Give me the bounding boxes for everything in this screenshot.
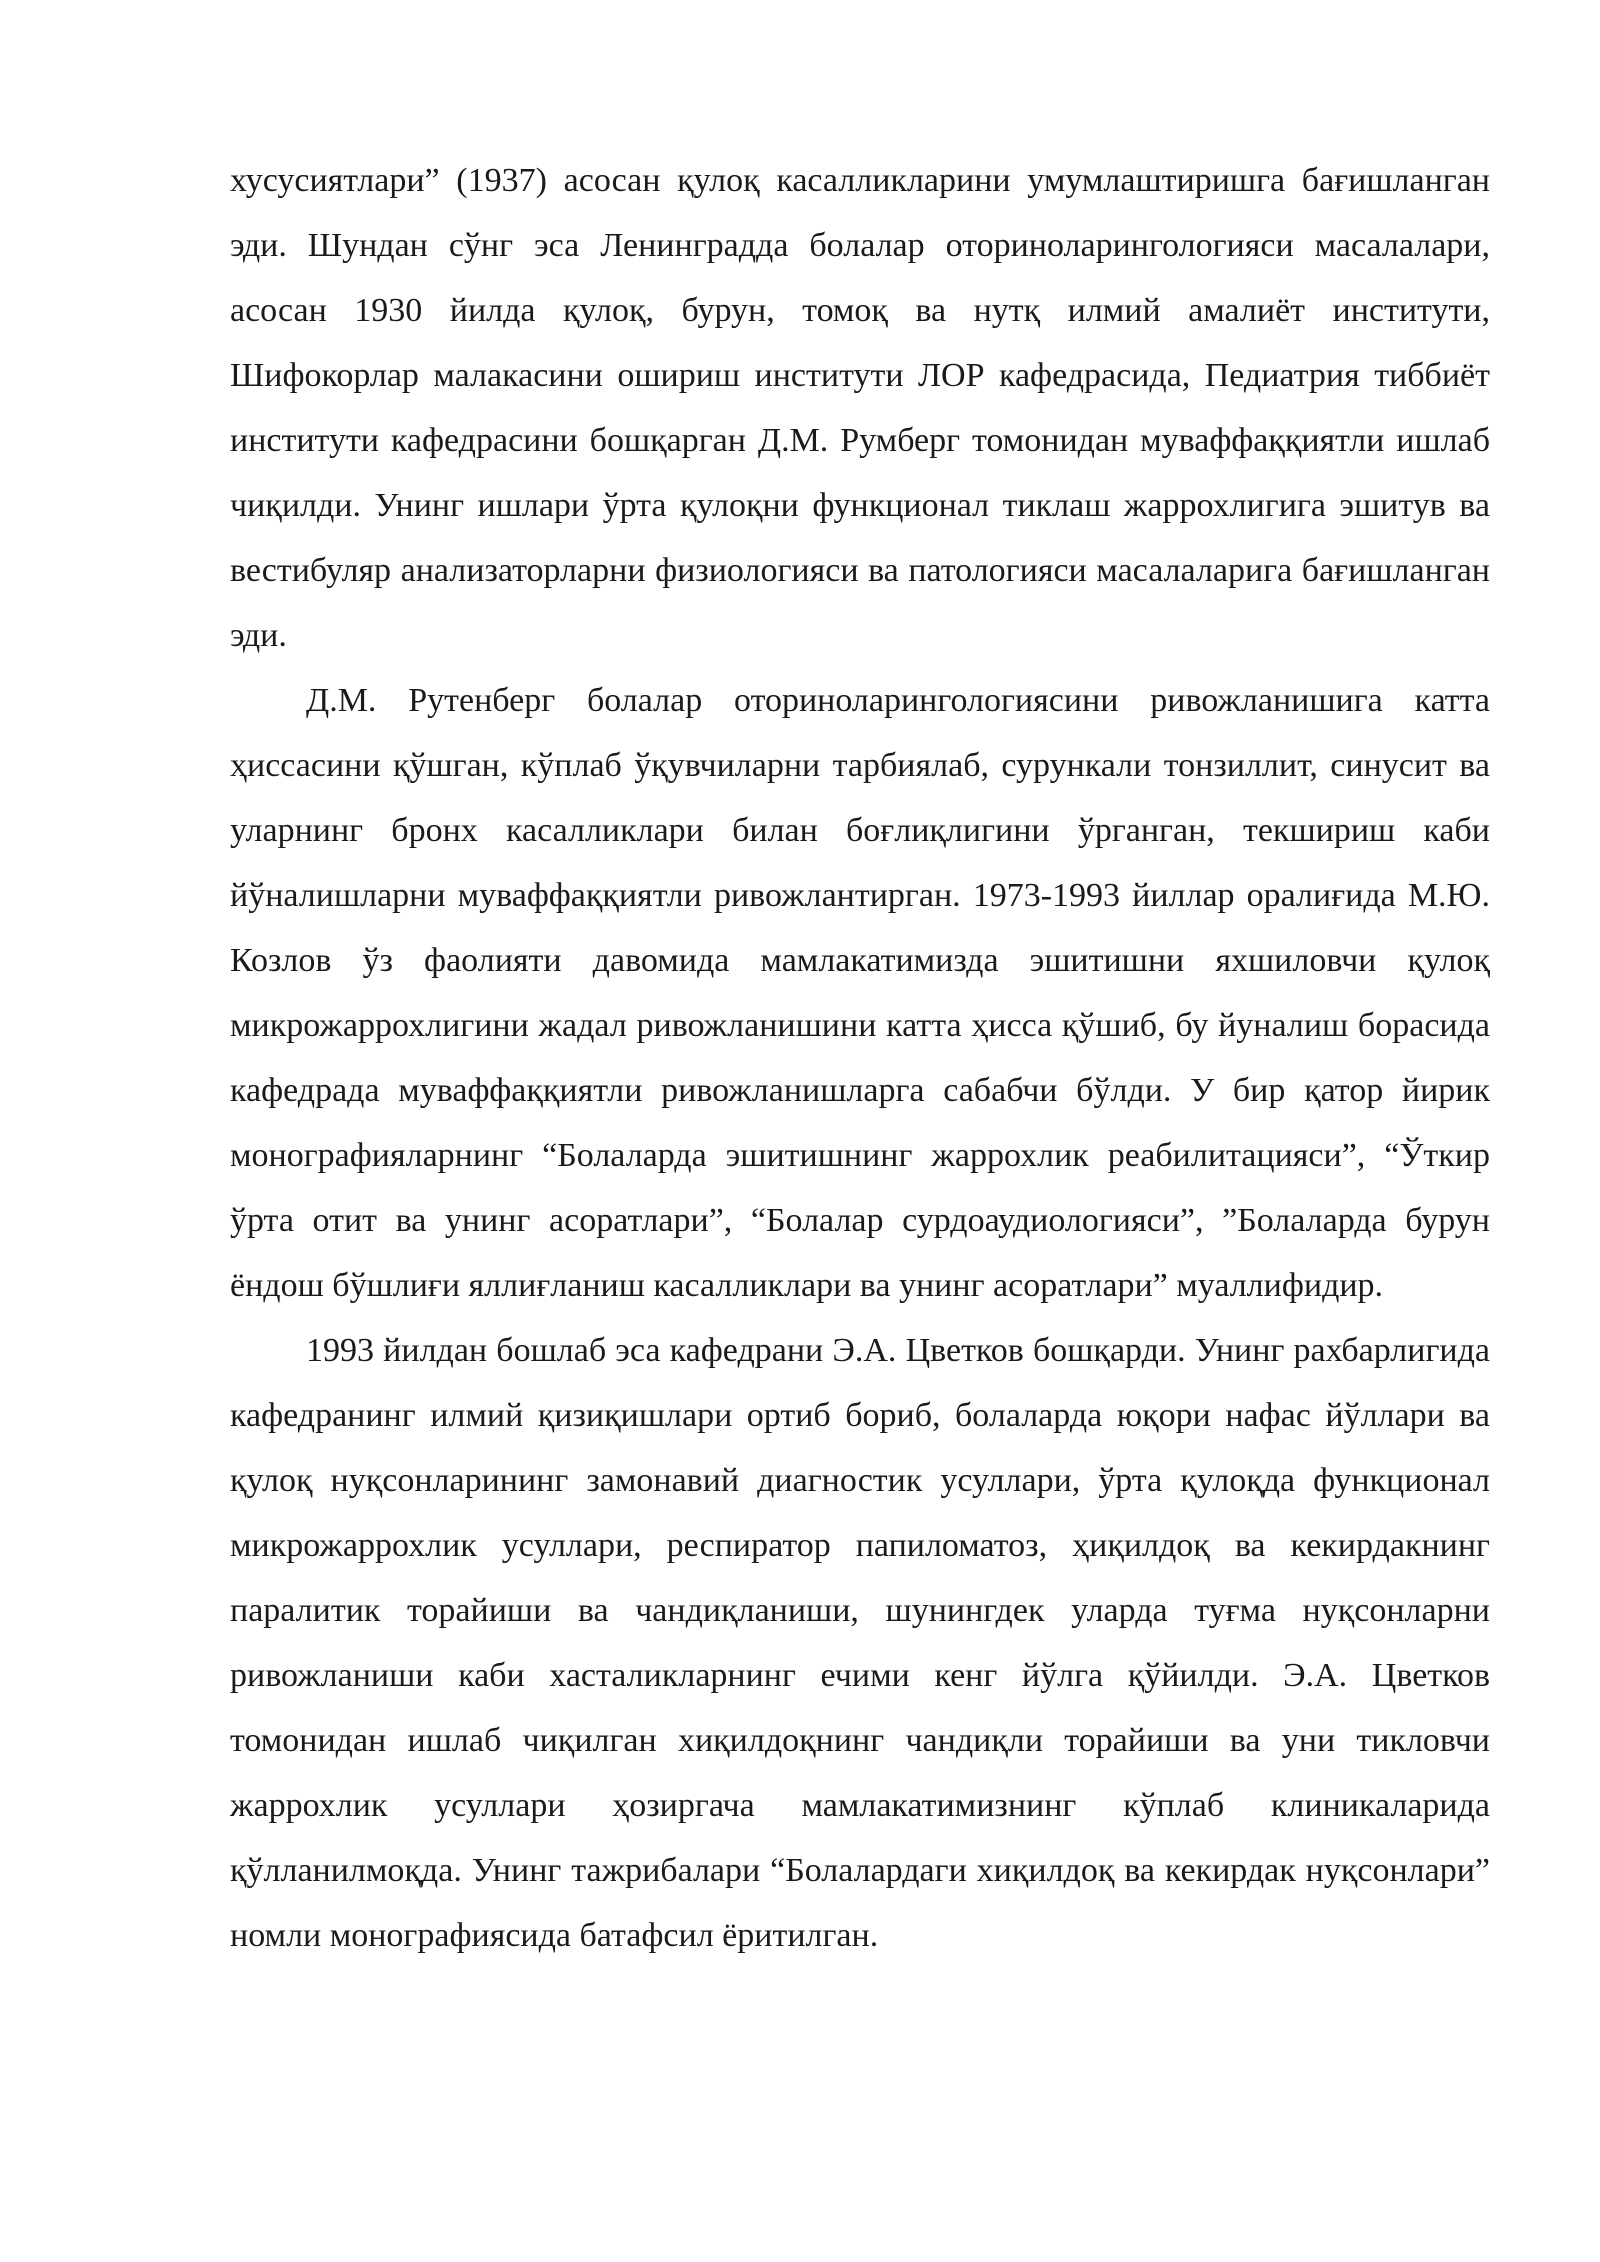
paragraph-1: хусусиятлари” (1937) асосан қулоқ касалликларини умумлаштиришга бағишланган эди. Шундан сўнг эса Ленинградда болалар оториноларингологияси масалалари, асосан 1930 йилда қулоқ, бурун, томоқ ва нутқ илмий амалиёт институти, Шифокорлар малакасини ошириш институти ЛОР кафедрасида, Педиатрия тиббиёт институти кафедрасини бошқарган Д.М. Румберг томонидан муваффаққиятли ишлаб чиқилди. Унинг ишлари ўрта қулоқни функционал тиклаш жаррохлигига эшитув ва вестибуляр анализаторларни физиологияси ва патологияси масалаларига бағишланган эди. — [230, 162, 1490, 654]
paragraph-2: Д.М. Рутенберг болалар оториноларингологиясини ривожланишига катта ҳиссасини қўшган, кўплаб ўқувчиларни тарбиялаб, сурункали тонзиллит, синусит ва уларнинг бронх касалликлари билан боғлиқлигини ўрганган, текшириш каби йўналишларни муваффаққиятли ривожлантирган. 1973-1993 йиллар оралиғида М.Ю. Козлов ўз фаолияти давомида мамлакатимизда эшитишни яхшиловчи қулоқ микрожаррохлигини жадал ривожланишини катта ҳисса қўшиб, бу йуналиш борасида кафедрада муваффаққиятли ривожланишларга сабабчи бўлди. У бир қатор йирик монографияларнинг “Болаларда эшитишнинг жаррохлик реабилитацияси”, “Ўткир ўрта отит ва унинг асоратлари”, “Болалар сурдоаудиологияси”, ”Болаларда бурун ёндош бўшлиғи яллиғланиш касалликлари ва унинг асоратлари” муаллифидир. — [230, 682, 1490, 1304]
document-page — [230, 148, 1490, 1968]
paragraph-3: 1993 йилдан бошлаб эса кафедрани Э.А. Цветков бошқарди. Унинг рахбарлигида кафедранинг илмий қизиқишлари ортиб бориб, болаларда юқори нафас йўллари ва қулоқ нуқсонларининг замонавий диагностик усуллари, ўрта қулоқда функционал микрожаррохлик усуллари, респиратор папиломатоз, ҳиқилдоқ ва кекирдакнинг паралитик торайиши ва чандиқланиши, шунингдек уларда туғма нуқсонларни ривожланиши каби хасталикларнинг ечими кенг йўлга қўйилди. Э.А. Цветков томонидан ишлаб чиқилган хиқилдоқнинг чандиқли торайиши ва уни тикловчи жаррохлик усуллари ҳозиргача мамлакатимизнинг кўплаб клиникаларида қўлланилмоқда. Унинг тажрибалари “Болалардаги хиқилдоқ ва кекирдак нуқсонлари” номли монографиясида батафсил ёритилган. — [230, 1332, 1490, 1954]
